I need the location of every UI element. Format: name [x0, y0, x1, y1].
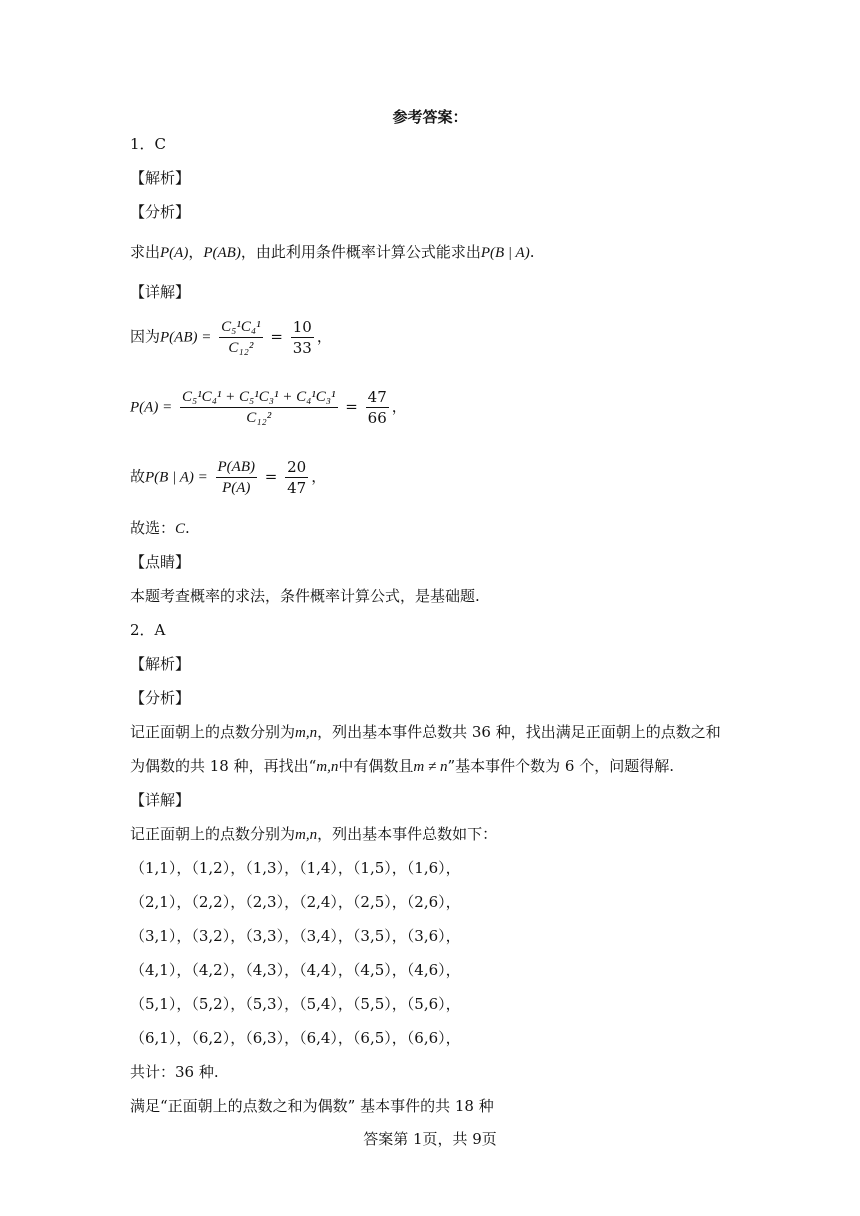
q1-dianjing-heading: 【点睛】	[130, 553, 191, 571]
q1-equation-pab: 因为P(AB) = $\frac{\text{C₅¹C₄¹}}{\text{C₁₂²}}$ = $\frac{10}{33}$ ，	[130, 318, 332, 357]
q2-even-count: 满足“正面朝上的点数之和为偶数” 基本事件的共 18 种	[130, 1097, 494, 1115]
q2-outcome-row: （2,1），（2,2），（2,3），（2,4），（2,5），（2,6），	[130, 893, 461, 911]
q1-fenxi-heading: 【分析】	[130, 203, 191, 221]
q1-equation-pa: P(A) = $\frac{\text{C₅¹C₄¹ + C₅¹C₃¹ + C₄¹C₃¹}}{\text{C₁₂²}}$ = $\frac{47}{66}$ ，	[130, 388, 407, 427]
q2-outcome-row: （4,1），（4,2），（4,3），（4,4），（4,5），（4,6），	[130, 961, 461, 979]
q1-answer: 1．C	[130, 135, 167, 153]
q2-detail-intro: 记正面朝上的点数分别为m,n，列出基本事件总数如下：	[130, 825, 498, 843]
q1-jiexi-heading: 【解析】	[130, 169, 191, 187]
q2-fenxi-line1: 记正面朝上的点数分别为m,n，列出基本事件总数共 36 种，找出满足正面朝上的点数之和	[130, 723, 721, 741]
q1-xiangjie-heading: 【详解】	[130, 283, 191, 301]
q2-outcome-row: （3,1），（3,2），（3,3），（3,4），（3,5），（3,6），	[130, 927, 461, 945]
q2-fenxi-heading: 【分析】	[130, 689, 191, 707]
q1-equation-pba: 故P(B | A) = $\frac{P(AB)}{P(A)}$ = $\frac{20}{47}$ ，	[130, 458, 327, 497]
page-footer: 答案第 1页，共 9页	[363, 1130, 497, 1148]
q2-answer: 2．A	[130, 621, 166, 639]
q1-fenxi-text: 求出P(A)，P(AB)，由此利用条件概率计算公式能求出P(B | A).	[130, 243, 535, 261]
q2-xiangjie-heading: 【详解】	[130, 791, 191, 809]
q2-total: 共计：36 种.	[130, 1063, 219, 1081]
page-title: 参考答案：	[392, 108, 468, 126]
q2-outcome-row: （6,1），（6,2），（6,3），（6,4），（6,5），（6,6），	[130, 1029, 461, 1047]
q1-choice: 故选：C.	[130, 519, 190, 537]
q2-outcome-row: （5,1），（5,2），（5,3），（5,4），（5,5），（5,6），	[130, 995, 461, 1013]
q2-outcome-row: （1,1），（1,2），（1,3），（1,4），（1,5），（1,6），	[130, 859, 461, 877]
q2-fenxi-line2: 为偶数的共 18 种，再找出“m,n中有偶数且m ≠ n”基本事件个数为 6 个，问题得解.	[130, 757, 675, 775]
q2-jiexi-heading: 【解析】	[130, 655, 191, 673]
q1-dianjing-text: 本题考查概率的求法，条件概率计算公式，是基础题.	[130, 587, 480, 605]
